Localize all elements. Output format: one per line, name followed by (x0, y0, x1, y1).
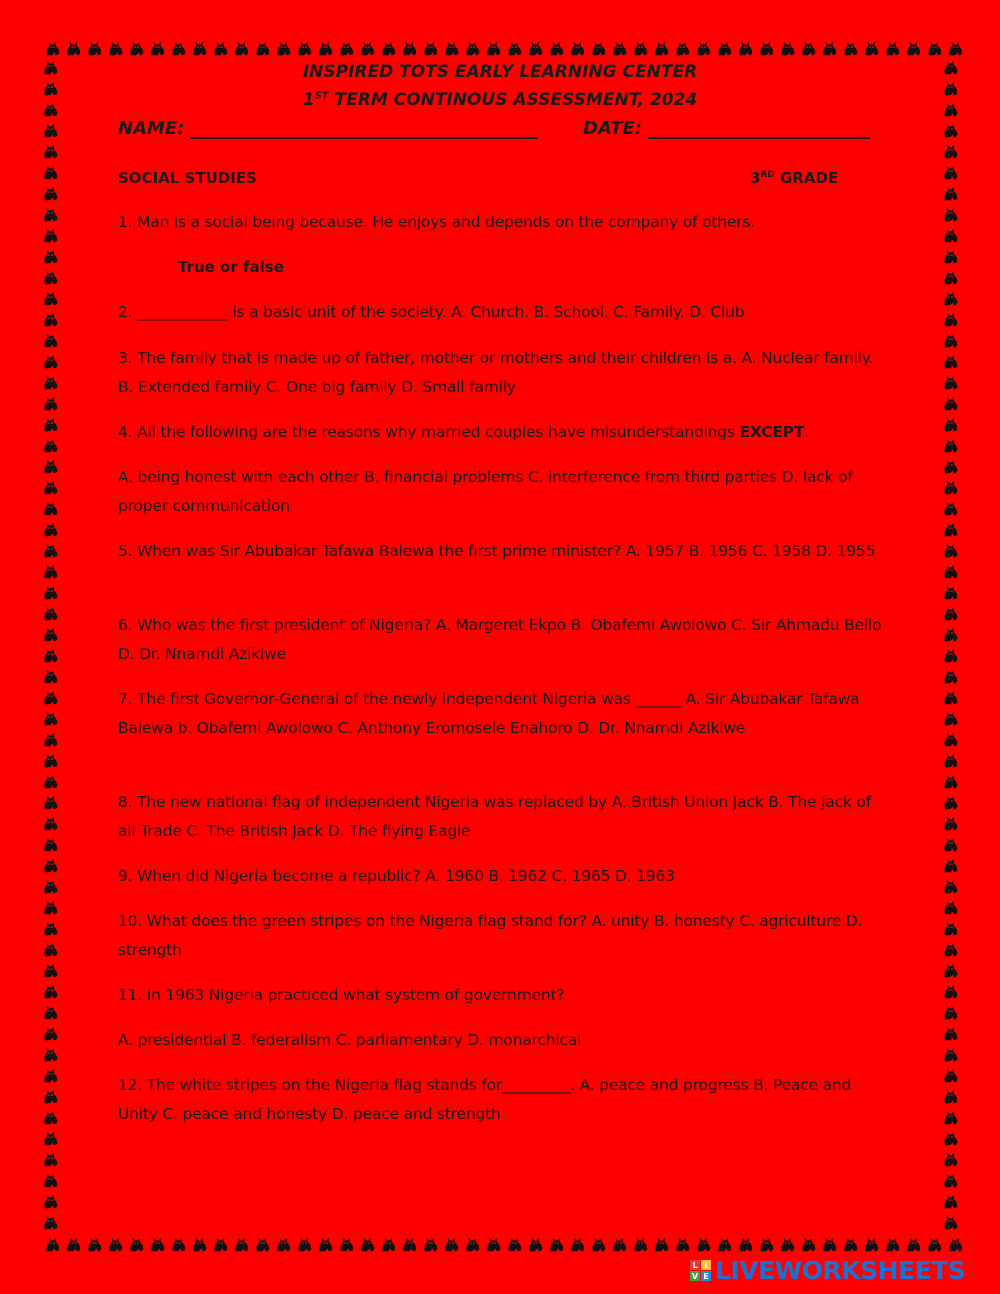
logo-block-i: I (701, 1260, 711, 1270)
black-cat-icon (40, 266, 61, 287)
black-cat-icon (940, 854, 961, 875)
black-cat-icon (940, 476, 961, 497)
black-cat-icon (940, 917, 961, 938)
black-cat-icon (672, 37, 693, 58)
grade-number: 3 (750, 169, 761, 187)
black-cat-icon (40, 854, 61, 875)
black-cat-icon (940, 770, 961, 791)
black-cat-icon (40, 728, 61, 749)
black-cat-icon (40, 1106, 61, 1127)
term-title-rest: TERM CONTINOUS ASSESSMENT, 2024 (328, 90, 698, 110)
black-cat-icon (940, 1085, 961, 1106)
black-cat-icon (189, 37, 210, 58)
black-cat-icon (756, 1233, 777, 1254)
black-cat-icon (63, 1233, 84, 1254)
black-cat-icon (357, 1233, 378, 1254)
black-cat-icon (252, 37, 273, 58)
term-number: 1 (302, 90, 315, 110)
black-cat-icon (735, 1233, 756, 1254)
black-cat-icon (940, 140, 961, 161)
question-1: 1. Man is a social being because. He enjoys and depends on the company of others. (118, 213, 756, 231)
black-cat-icon (940, 371, 961, 392)
grade-superscript: RD (760, 170, 775, 180)
black-cat-icon (84, 1233, 105, 1254)
black-cat-icon (630, 1233, 651, 1254)
black-cat-icon (940, 686, 961, 707)
black-cat-icon (168, 37, 189, 58)
question-10: 10. What does the green stripes on the Nigeria flag stand for? A. unity B. honesty C. agriculture D. strength (118, 912, 863, 959)
black-cat-icon (940, 707, 961, 728)
black-cat-icon (940, 959, 961, 980)
black-cat-icon (940, 938, 961, 959)
black-cat-icon (63, 37, 84, 58)
black-cat-icon (399, 1233, 420, 1254)
black-cat-icon (40, 1190, 61, 1211)
black-cat-icon (40, 308, 61, 329)
date-label: DATE: (583, 118, 642, 139)
black-cat-icon (126, 37, 147, 58)
logo-block-v: V (691, 1271, 699, 1281)
black-cat-icon (819, 1233, 840, 1254)
black-cat-icon (420, 1233, 441, 1254)
black-cat-icon (42, 1233, 63, 1254)
black-cat-icon (483, 1233, 504, 1254)
black-cat-icon (252, 1233, 273, 1254)
black-cat-icon (924, 37, 945, 58)
black-cat-icon (940, 266, 961, 287)
black-cat-icon (231, 1233, 252, 1254)
logo-text: LIVEWORKSHEETS (715, 1256, 966, 1285)
black-cat-icon (420, 37, 441, 58)
black-cat-icon (940, 833, 961, 854)
black-cat-icon (210, 1233, 231, 1254)
border-bottom (42, 1233, 962, 1255)
black-cat-icon (672, 1233, 693, 1254)
term-superscript: ST (314, 90, 329, 102)
black-cat-icon (940, 434, 961, 455)
black-cat-icon (940, 1190, 961, 1211)
black-cat-icon (940, 623, 961, 644)
black-cat-icon (40, 476, 61, 497)
black-cat-icon (525, 1233, 546, 1254)
black-cat-icon (777, 1233, 798, 1254)
black-cat-icon (567, 1233, 588, 1254)
black-cat-icon (714, 37, 735, 58)
black-cat-icon (940, 1211, 961, 1232)
black-cat-icon (40, 140, 61, 161)
black-cat-icon (651, 37, 672, 58)
black-cat-icon (126, 1233, 147, 1254)
black-cat-icon (40, 203, 61, 224)
black-cat-icon (940, 728, 961, 749)
question-3: 3. The family that is made up of father, mother or mothers and their children is a. A. Nuclear family. B. Extended family C. One big family D. Small family (118, 349, 874, 396)
black-cat-icon (940, 1001, 961, 1022)
black-cat-icon (940, 203, 961, 224)
black-cat-icon (40, 875, 61, 896)
date-blank[interactable] (648, 119, 870, 139)
logo-block-e: E (701, 1271, 711, 1281)
black-cat-icon (945, 37, 962, 58)
black-cat-icon (40, 896, 61, 917)
black-cat-icon (940, 1127, 961, 1148)
black-cat-icon (40, 1211, 61, 1232)
black-cat-icon (609, 1233, 630, 1254)
black-cat-icon (940, 245, 961, 266)
black-cat-icon (940, 812, 961, 833)
black-cat-icon (940, 1106, 961, 1127)
black-cat-icon (940, 539, 961, 560)
black-cat-icon (940, 392, 961, 413)
school-title: INSPIRED TOTS EARLY LEARNING CENTER (302, 62, 698, 82)
black-cat-icon (40, 413, 61, 434)
black-cat-icon (357, 37, 378, 58)
black-cat-icon (588, 1233, 609, 1254)
liveworksheets-logo (690, 1256, 965, 1285)
question-4 (118, 418, 888, 447)
black-cat-icon (40, 371, 61, 392)
black-cat-icon (798, 37, 819, 58)
black-cat-icon (40, 329, 61, 350)
black-cat-icon (861, 1233, 882, 1254)
black-cat-icon (861, 37, 882, 58)
black-cat-icon (40, 980, 61, 1001)
question-1-true-false: True or false (178, 258, 284, 276)
black-cat-icon (693, 37, 714, 58)
black-cat-icon (940, 287, 961, 308)
black-cat-icon (40, 707, 61, 728)
name-field (118, 118, 538, 139)
black-cat-icon (42, 37, 63, 58)
date-field (583, 118, 870, 139)
question-8: 8. The new national flag of independent Nigeria was replaced by A. British Union Jack B. The Jack of all Trade C. The British Jack D. The flying Eagle (118, 793, 872, 840)
black-cat-icon (798, 1233, 819, 1254)
border-right (940, 56, 962, 1236)
black-cat-icon (546, 37, 567, 58)
black-cat-icon (735, 37, 756, 58)
black-cat-icon (940, 644, 961, 665)
black-cat-icon (336, 1233, 357, 1254)
grade-label (750, 169, 838, 187)
border-top (42, 37, 962, 59)
black-cat-icon (567, 37, 588, 58)
black-cat-icon (210, 37, 231, 58)
question-12: 12. The white stripes on the Nigeria flag stands for_________. A. peace and progress B. Peace and Unity C. peace and honesty D. peace and strength (118, 1076, 852, 1123)
black-cat-icon (40, 665, 61, 686)
black-cat-icon (840, 37, 861, 58)
black-cat-icon (651, 1233, 672, 1254)
black-cat-icon (168, 1233, 189, 1254)
black-cat-icon (40, 959, 61, 980)
black-cat-icon (273, 37, 294, 58)
black-cat-icon (40, 1022, 61, 1043)
black-cat-icon (940, 896, 961, 917)
black-cat-icon (315, 37, 336, 58)
black-cat-icon (336, 37, 357, 58)
black-cat-icon (940, 1169, 961, 1190)
black-cat-icon (40, 1064, 61, 1085)
black-cat-icon (40, 119, 61, 140)
black-cat-icon (40, 434, 61, 455)
black-cat-icon (940, 413, 961, 434)
black-cat-icon (441, 37, 462, 58)
black-cat-icon (945, 1233, 962, 1254)
black-cat-icon (940, 1022, 961, 1043)
black-cat-icon (882, 37, 903, 58)
black-cat-icon (462, 37, 483, 58)
black-cat-icon (399, 37, 420, 58)
black-cat-icon (40, 518, 61, 539)
black-cat-icon (147, 1233, 168, 1254)
question-11: 11. In 1963 Nigeria practiced what system of government? (118, 986, 565, 1004)
question-4-except: EXCEPT (739, 423, 805, 441)
black-cat-icon (40, 749, 61, 770)
black-cat-icon (40, 1148, 61, 1169)
black-cat-icon (903, 1233, 924, 1254)
black-cat-icon (315, 1233, 336, 1254)
black-cat-icon (40, 644, 61, 665)
black-cat-icon (189, 1233, 210, 1254)
grade-rest: GRADE (774, 169, 839, 187)
black-cat-icon (819, 37, 840, 58)
black-cat-icon (546, 1233, 567, 1254)
black-cat-icon (40, 791, 61, 812)
question-4-period: . (804, 423, 809, 441)
black-cat-icon (777, 37, 798, 58)
black-cat-icon (378, 37, 399, 58)
black-cat-icon (609, 37, 630, 58)
black-cat-icon (940, 581, 961, 602)
black-cat-icon (40, 1127, 61, 1148)
black-cat-icon (40, 770, 61, 791)
name-label: NAME: (118, 118, 185, 139)
black-cat-icon (40, 1169, 61, 1190)
black-cat-icon (940, 980, 961, 1001)
question-7: 7. The first Governor-General of the newly independent Nigeria was ______ A. Sir Abubakar Tafawa Balewa b. Obafemi Awolowo C. Anthony Eromosele Enahoro D. Dr. Nnamdi Azikiwe (118, 690, 860, 737)
black-cat-icon (940, 224, 961, 245)
black-cat-icon (940, 1064, 961, 1085)
black-cat-icon (940, 875, 961, 896)
question-9: 9. When did Nigeria become a republic? A. 1960 B. 1962 C. 1965 D. 1963 (118, 867, 675, 885)
question-4-text: 4. All the following are the reasons why married couples have misunderstandings (118, 423, 740, 441)
black-cat-icon (231, 37, 252, 58)
black-cat-icon (40, 287, 61, 308)
black-cat-icon (273, 1233, 294, 1254)
black-cat-icon (147, 37, 168, 58)
black-cat-icon (462, 1233, 483, 1254)
black-cat-icon (40, 392, 61, 413)
black-cat-icon (630, 37, 651, 58)
black-cat-icon (40, 497, 61, 518)
black-cat-icon (940, 119, 961, 140)
black-cat-icon (40, 161, 61, 182)
black-cat-icon (940, 518, 961, 539)
logo-block-l: L (690, 1260, 700, 1270)
black-cat-icon (40, 455, 61, 476)
black-cat-icon (483, 37, 504, 58)
black-cat-icon (714, 1233, 735, 1254)
black-cat-icon (105, 1233, 126, 1254)
black-cat-icon (940, 560, 961, 581)
black-cat-icon (840, 1233, 861, 1254)
black-cat-icon (940, 749, 961, 770)
black-cat-icon (40, 245, 61, 266)
border-left (40, 56, 62, 1236)
question-4-options: A. being honest with each other B. financial problems C. interference from third parties D. lack of proper communication (118, 468, 853, 515)
black-cat-icon (940, 665, 961, 686)
black-cat-icon (40, 917, 61, 938)
black-cat-icon (924, 1233, 945, 1254)
black-cat-icon (504, 1233, 525, 1254)
black-cat-icon (40, 623, 61, 644)
black-cat-icon (40, 686, 61, 707)
black-cat-icon (940, 791, 961, 812)
black-cat-icon (40, 1001, 61, 1022)
question-11-options: A. presidential B. federalism C. parliamentary D. monarchical (118, 1031, 582, 1049)
logo-blocks-icon (690, 1260, 711, 1281)
black-cat-icon (441, 1233, 462, 1254)
question-6: 6. Who was the first president of Nigeria? A. Margeret Ekpo B. Obafemi Awolowo C. Sir Ahmadu Bello D. Dr. Nnamdi Azikiwe (118, 616, 882, 663)
black-cat-icon (40, 1085, 61, 1106)
question-5: 5. When was Sir Abubakar Tafawa Balewa the first prime minister? A. 1957 B. 1956 C. 1958 D. 1955 (118, 542, 876, 560)
black-cat-icon (294, 1233, 315, 1254)
black-cat-icon (940, 497, 961, 518)
black-cat-icon (40, 560, 61, 581)
black-cat-icon (40, 539, 61, 560)
black-cat-icon (882, 1233, 903, 1254)
name-blank[interactable] (190, 119, 538, 139)
black-cat-icon (940, 1148, 961, 1169)
black-cat-icon (40, 1043, 61, 1064)
assessment-title (0, 90, 1000, 110)
black-cat-icon (940, 161, 961, 182)
black-cat-icon (940, 455, 961, 476)
black-cat-icon (40, 182, 61, 203)
black-cat-icon (40, 602, 61, 623)
black-cat-icon (105, 37, 126, 58)
black-cat-icon (940, 182, 961, 203)
black-cat-icon (378, 1233, 399, 1254)
black-cat-icon (940, 602, 961, 623)
black-cat-icon (40, 833, 61, 854)
black-cat-icon (40, 812, 61, 833)
black-cat-icon (40, 350, 61, 371)
black-cat-icon (40, 581, 61, 602)
black-cat-icon (940, 308, 961, 329)
subject-label: SOCIAL STUDIES (118, 169, 257, 187)
black-cat-icon (940, 329, 961, 350)
black-cat-icon (525, 37, 546, 58)
black-cat-icon (940, 350, 961, 371)
black-cat-icon (756, 37, 777, 58)
black-cat-icon (504, 37, 525, 58)
black-cat-icon (84, 37, 105, 58)
black-cat-icon (40, 938, 61, 959)
black-cat-icon (903, 37, 924, 58)
question-2: 2. ____________ is a basic unit of the society. A. Church. B. School. C. Family. D. Club (118, 303, 745, 321)
black-cat-icon (940, 1043, 961, 1064)
black-cat-icon (693, 1233, 714, 1254)
black-cat-icon (588, 37, 609, 58)
black-cat-icon (40, 224, 61, 245)
black-cat-icon (294, 37, 315, 58)
